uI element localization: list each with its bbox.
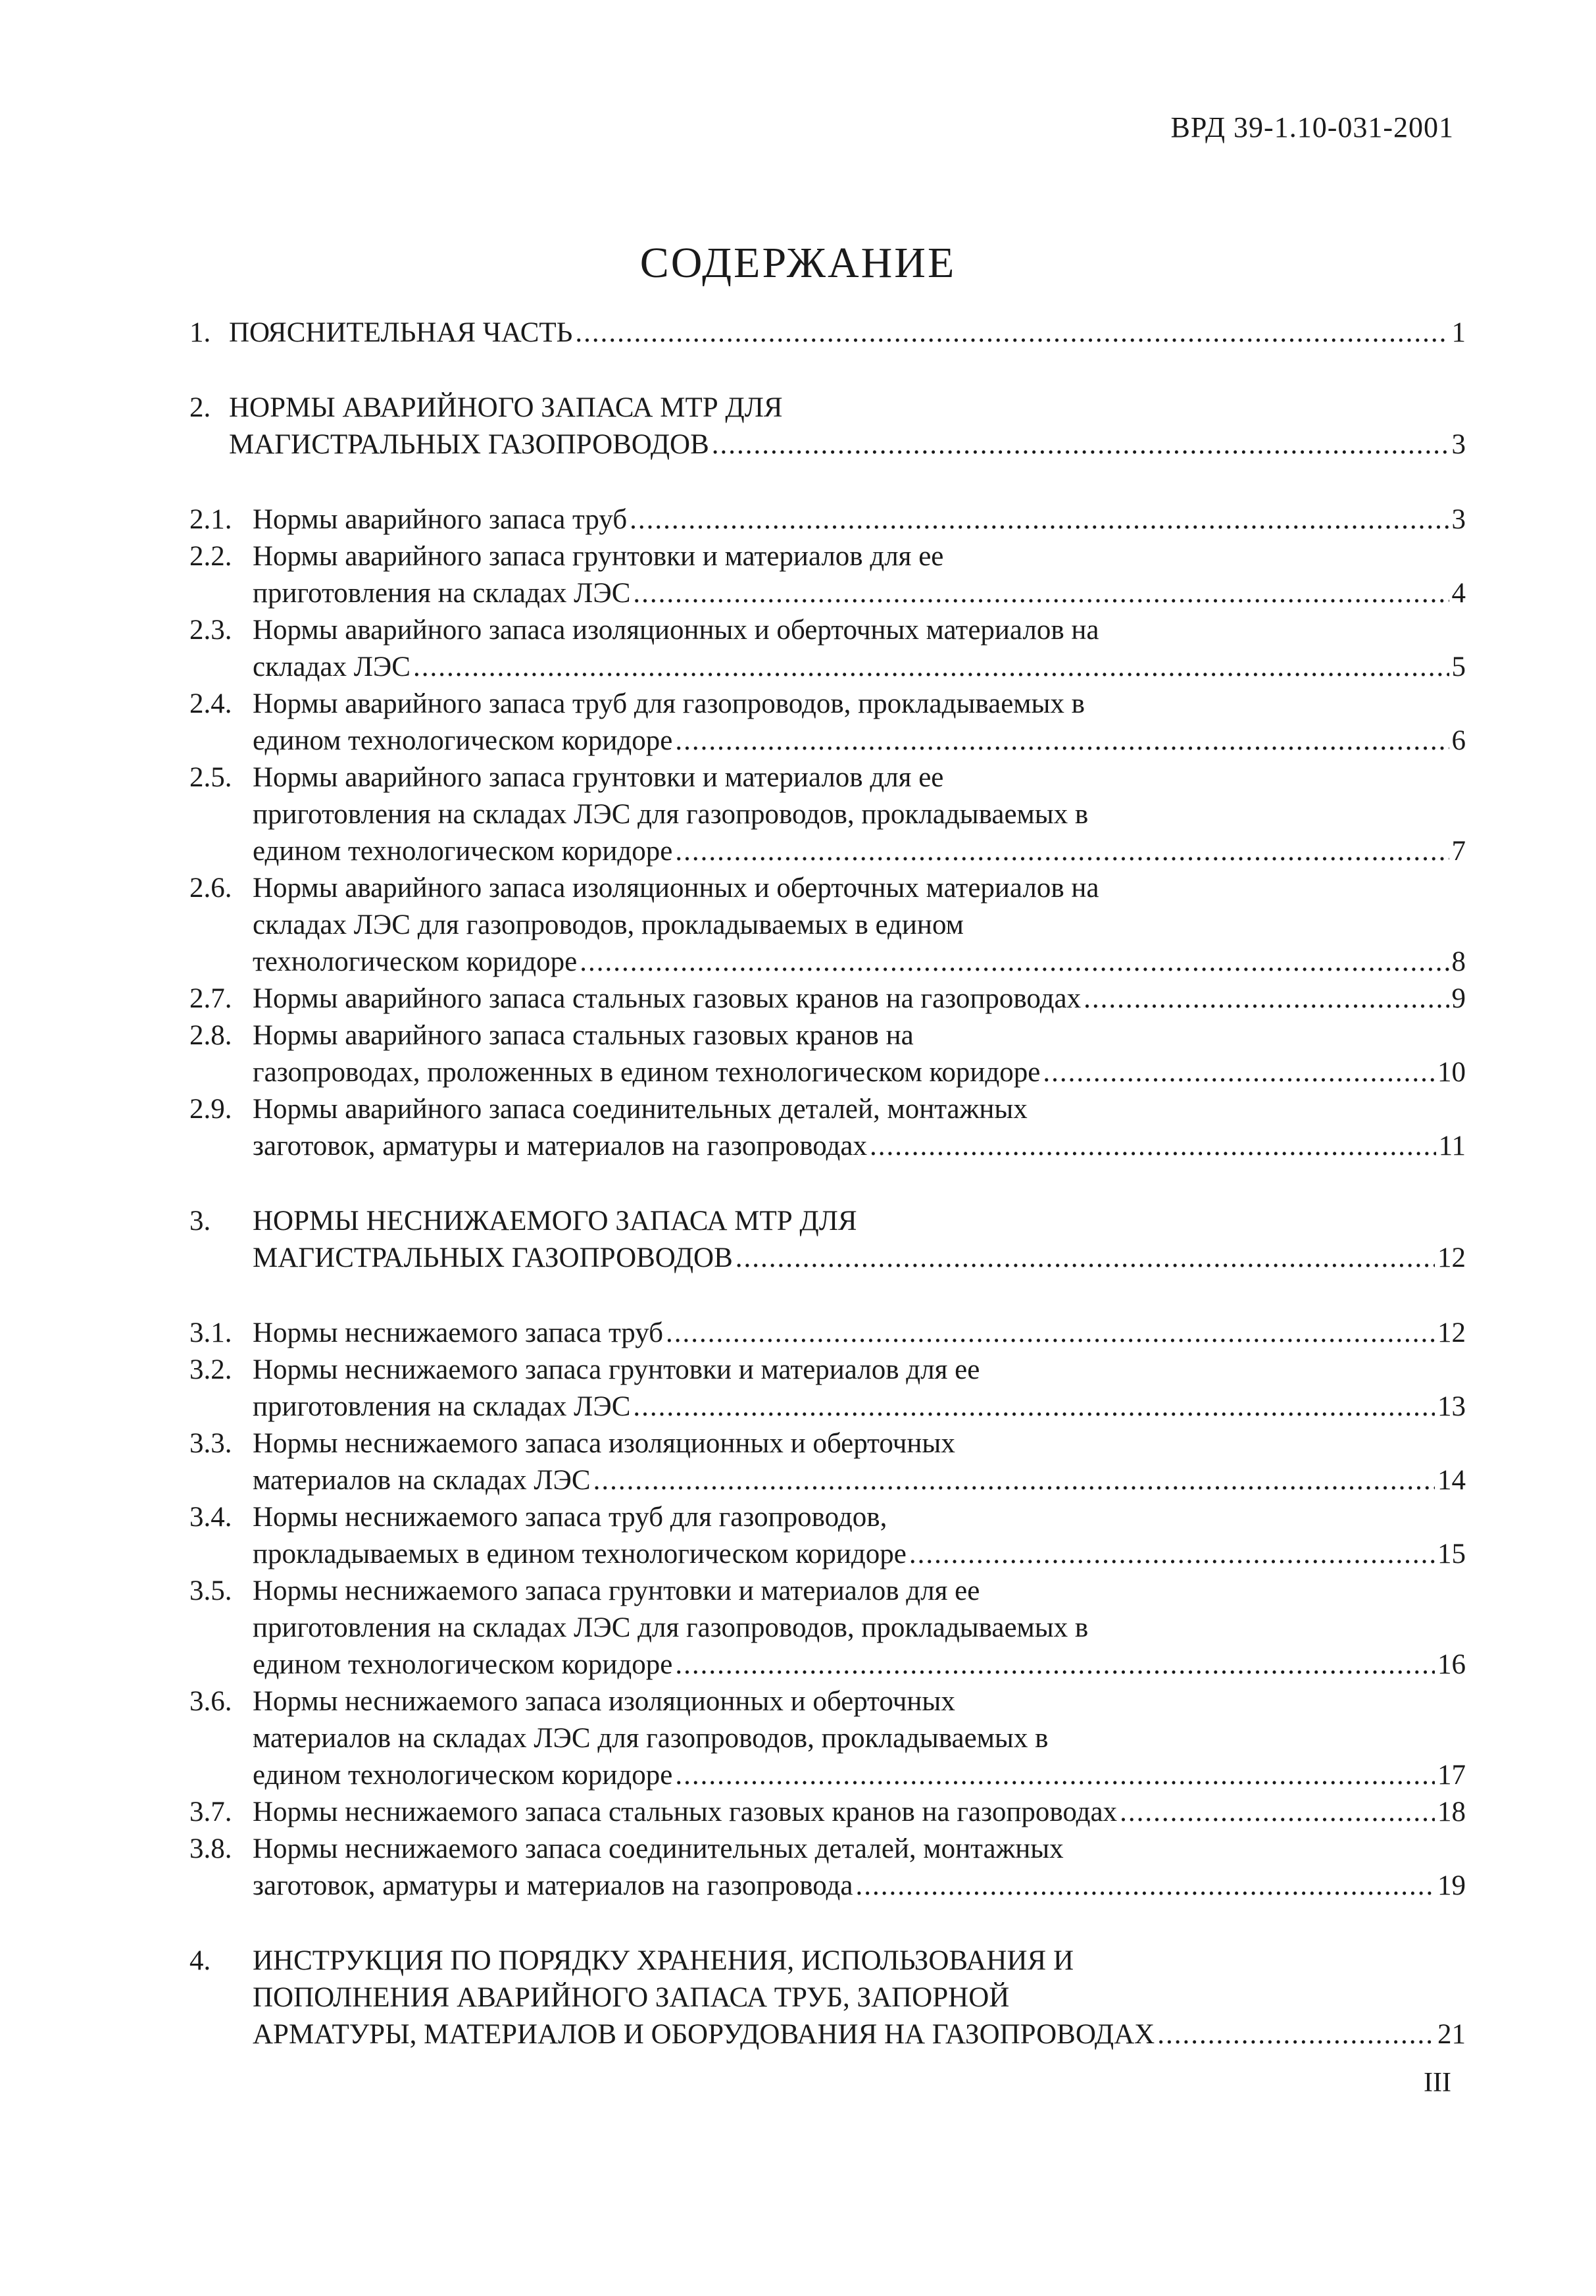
toc-entry-title: Нормы неснижаемого запаса изоляционных и оберточных [253, 1686, 955, 1717]
toc-entry-title: Нормы аварийного запаса труб [253, 504, 628, 535]
toc-entry-title: прокладываемых в едином технологическом коридоре [253, 1539, 907, 1569]
toc-leader-dots [633, 575, 1449, 612]
page-title: СОДЕРЖАНИЕ [639, 239, 957, 288]
toc-leader-dots [675, 723, 1449, 759]
toc-entry-number: 3.1. [189, 1317, 232, 1348]
toc-entry-number: 3. [189, 1206, 211, 1237]
toc-entry-number: 2.8. [189, 1020, 232, 1051]
toc-leader-dots [712, 426, 1449, 463]
toc-leader-dots [870, 1128, 1436, 1165]
toc-entry-title: Нормы неснижаемого запаса труб [253, 1317, 664, 1348]
toc-page-number: 15 [1437, 1539, 1466, 1569]
toc-entry-number: 3.7. [189, 1797, 232, 1827]
toc-leader-dots [1084, 981, 1449, 1017]
toc-entry-number: 2.4. [189, 688, 232, 719]
toc-entry-title: ИНСТРУКЦИЯ ПО ПОРЯДКУ ХРАНЕНИЯ, ИСПОЛЬЗОВАНИЯ И [253, 1945, 1074, 1976]
toc-entry-title: едином технологическом коридоре [253, 725, 673, 756]
toc-entry-title: складах ЛЭС [253, 651, 411, 682]
toc-gap [189, 1165, 1466, 1203]
toc-entry-title: Нормы неснижаемого запаса стальных газовых кранов на газопроводах [253, 1797, 1118, 1827]
toc-entry-number: 2.1. [189, 504, 232, 535]
toc-entry-title: газопроводах, проложенных в едином технологическом коридоре [253, 1057, 1041, 1088]
toc-page-number: 12 [1437, 1242, 1466, 1273]
toc-entry-number: 3.6. [189, 1686, 232, 1717]
toc-entry-number: 2.3. [189, 615, 232, 646]
toc-entry-title: едином технологическом коридоре [253, 1760, 673, 1791]
toc-entry-title: МАГИСТРАЛЬНЫХ ГАЗОПРОВОДОВ [253, 1242, 733, 1273]
toc-entry[interactable] [189, 759, 1466, 870]
toc-entry-title: Нормы неснижаемого запаса изоляционных и оберточных [253, 1428, 955, 1459]
toc-entry-title: приготовления на складах ЛЭС для газопроводов, прокладываемых в [253, 1612, 1089, 1643]
toc-page-number: 5 [1451, 651, 1466, 682]
toc-entry-title: МАГИСТРАЛЬНЫХ ГАЗОПРОВОДОВ [229, 429, 709, 460]
toc-page-number: 19 [1437, 1870, 1466, 1901]
toc-page-number: 4 [1451, 578, 1466, 609]
toc-page-number: 3 [1451, 504, 1466, 535]
toc-gap [189, 351, 1466, 390]
toc-entry-title: НОРМЫ АВАРИЙНОГО ЗАПАСА МТР ДЛЯ [229, 392, 783, 423]
toc-page-number: 18 [1437, 1797, 1466, 1827]
toc-entry-number: 2.9. [189, 1094, 232, 1125]
toc-gap [189, 1277, 1466, 1315]
toc-page-number: 6 [1451, 725, 1466, 756]
toc-entry-title: Нормы аварийного запаса изоляционных и оберточных материалов на [253, 615, 1099, 646]
toc-entry-number: 2. [189, 392, 211, 423]
toc-entry[interactable] [189, 870, 1466, 981]
toc-entry[interactable] [189, 1573, 1466, 1683]
toc-leader-dots [630, 501, 1449, 538]
toc-entry-title: Нормы аварийного запаса стальных газовых кранов на газопроводах [253, 983, 1082, 1014]
toc-leader-dots [909, 1536, 1435, 1573]
toc-entry-title: ПОПОЛНЕНИЯ АВАРИЙНОГО ЗАПАСА ТРУБ, ЗАПОРНОЙ [253, 1982, 1010, 2013]
toc-leader-dots [675, 1646, 1435, 1683]
toc-gap [189, 1904, 1466, 1943]
document-code: ВРД 39-1.10-031-2001 [1170, 111, 1454, 143]
toc-entry-title: Нормы аварийного запаса изоляционных и оберточных материалов на [253, 873, 1099, 904]
toc-entry-title: Нормы неснижаемого запаса грунтовки и материалов для ее [253, 1575, 980, 1606]
toc-entry-title: Нормы неснижаемого запаса труб для газопроводов, [253, 1502, 887, 1533]
toc-page-number: 12 [1437, 1317, 1466, 1348]
toc-entry-title: Нормы аварийного запаса труб для газопроводов, прокладываемых в [253, 688, 1085, 719]
toc-entry-number: 3.4. [189, 1502, 232, 1533]
toc-entry-number: 3.8. [189, 1833, 232, 1864]
toc-page-number: 3 [1451, 429, 1466, 460]
toc-entry-title: складах ЛЭС для газопроводов, прокладываемых в едином [253, 909, 964, 940]
toc-entry-number: 2.7. [189, 983, 232, 1014]
toc-entry-number: 4. [189, 1945, 211, 1976]
toc-leader-dots [593, 1462, 1435, 1499]
toc-entry-title: технологическом коридоре [253, 946, 578, 977]
toc-entry[interactable] [189, 315, 1466, 351]
toc-entry-title: Нормы неснижаемого запаса грунтовки и материалов для ее [253, 1354, 980, 1385]
toc-page-number: 10 [1437, 1057, 1466, 1088]
toc-entry-number: 2.6. [189, 873, 232, 904]
toc-entry[interactable] [189, 1794, 1466, 1831]
page-number: III [1424, 2068, 1451, 2098]
toc-entry[interactable] [189, 1091, 1466, 1165]
table-of-contents [189, 315, 1466, 2053]
toc-entry[interactable] [189, 612, 1466, 686]
toc-entry[interactable] [189, 390, 1466, 463]
toc-entry[interactable] [189, 501, 1466, 538]
toc-entry-title: материалов на складах ЛЭС для газопроводов, прокладываемых в [253, 1723, 1049, 1754]
toc-entry-number: 2.2. [189, 541, 232, 572]
toc-entry-title: Нормы неснижаемого запаса соединительных деталей, монтажных [253, 1833, 1064, 1864]
toc-entry[interactable] [189, 1683, 1466, 1794]
toc-entry[interactable] [189, 1943, 1466, 2053]
toc-entry[interactable] [189, 1831, 1466, 1904]
toc-entry-number: 3.5. [189, 1575, 232, 1606]
toc-leader-dots [413, 649, 1449, 686]
toc-entry-number: 3.3. [189, 1428, 232, 1459]
toc-page-number: 21 [1437, 2019, 1466, 2050]
toc-gap [189, 463, 1466, 501]
toc-leader-dots [633, 1389, 1435, 1425]
toc-entry-title: едином технологическом коридоре [253, 1649, 673, 1680]
toc-entry[interactable] [189, 1499, 1466, 1573]
toc-entry-title: НОРМЫ НЕСНИЖАЕМОГО ЗАПАСА МТР ДЛЯ [253, 1206, 857, 1237]
toc-leader-dots [675, 1757, 1435, 1794]
toc-entry-title: материалов на складах ЛЭС [253, 1465, 591, 1496]
toc-entry[interactable] [189, 1425, 1466, 1499]
toc-entry-number: 1. [189, 317, 211, 348]
toc-leader-dots [1043, 1054, 1435, 1091]
toc-entry-number: 2.5. [189, 762, 232, 793]
toc-page-number: 8 [1451, 946, 1466, 977]
toc-page-number: 16 [1437, 1649, 1466, 1680]
toc-entry-title: приготовления на складах ЛЭС [253, 1391, 631, 1422]
toc-entry-title: заготовок, арматуры и материалов на газопроводах [253, 1131, 867, 1161]
toc-entry[interactable] [189, 1017, 1466, 1091]
toc-entry-title: Нормы аварийного запаса грунтовки и материалов для ее [253, 762, 944, 793]
toc-page-number: 9 [1451, 983, 1466, 1014]
toc-entry-title: АРМАТУРЫ, МАТЕРИАЛОВ И ОБОРУДОВАНИЯ НА ГАЗОПРОВОДАХ [253, 2019, 1155, 2050]
toc-page-number: 13 [1437, 1391, 1466, 1422]
toc-leader-dots [1120, 1794, 1435, 1831]
toc-leader-dots [580, 944, 1449, 981]
toc-entry-title: приготовления на складах ЛЭС для газопроводов, прокладываемых в [253, 799, 1089, 830]
toc-page-number: 17 [1437, 1760, 1466, 1791]
toc-entry-number: 3.2. [189, 1354, 232, 1385]
toc-page-number: 14 [1437, 1465, 1466, 1496]
toc-entry[interactable] [189, 1203, 1466, 1277]
toc-entry-title: едином технологическом коридоре [253, 836, 673, 867]
toc-entry-title: ПОЯСНИТЕЛЬНАЯ ЧАСТЬ [229, 317, 573, 348]
toc-entry[interactable] [189, 1315, 1466, 1352]
toc-entry[interactable] [189, 1352, 1466, 1425]
toc-leader-dots [675, 833, 1449, 870]
toc-page-number: 11 [1438, 1131, 1466, 1161]
toc-leader-dots [666, 1315, 1435, 1352]
toc-leader-dots [736, 1240, 1435, 1277]
toc-entry-title: Нормы аварийного запаса грунтовки и материалов для ее [253, 541, 944, 572]
toc-page-number: 7 [1451, 836, 1466, 867]
toc-leader-dots [575, 315, 1449, 351]
toc-entry-title: приготовления на складах ЛЭС [253, 578, 631, 609]
toc-entry[interactable] [189, 981, 1466, 1017]
toc-entry-title: Нормы аварийного запаса стальных газовых кранов на [253, 1020, 914, 1051]
toc-entry-title: заготовок, арматуры и материалов на газопровода [253, 1870, 853, 1901]
toc-entry[interactable] [189, 538, 1466, 612]
toc-entry-title: Нормы аварийного запаса соединительных деталей, монтажных [253, 1094, 1028, 1125]
toc-leader-dots [1157, 2016, 1435, 2053]
toc-leader-dots [855, 1868, 1435, 1904]
toc-page-number: 1 [1451, 317, 1466, 348]
toc-entry[interactable] [189, 686, 1466, 759]
